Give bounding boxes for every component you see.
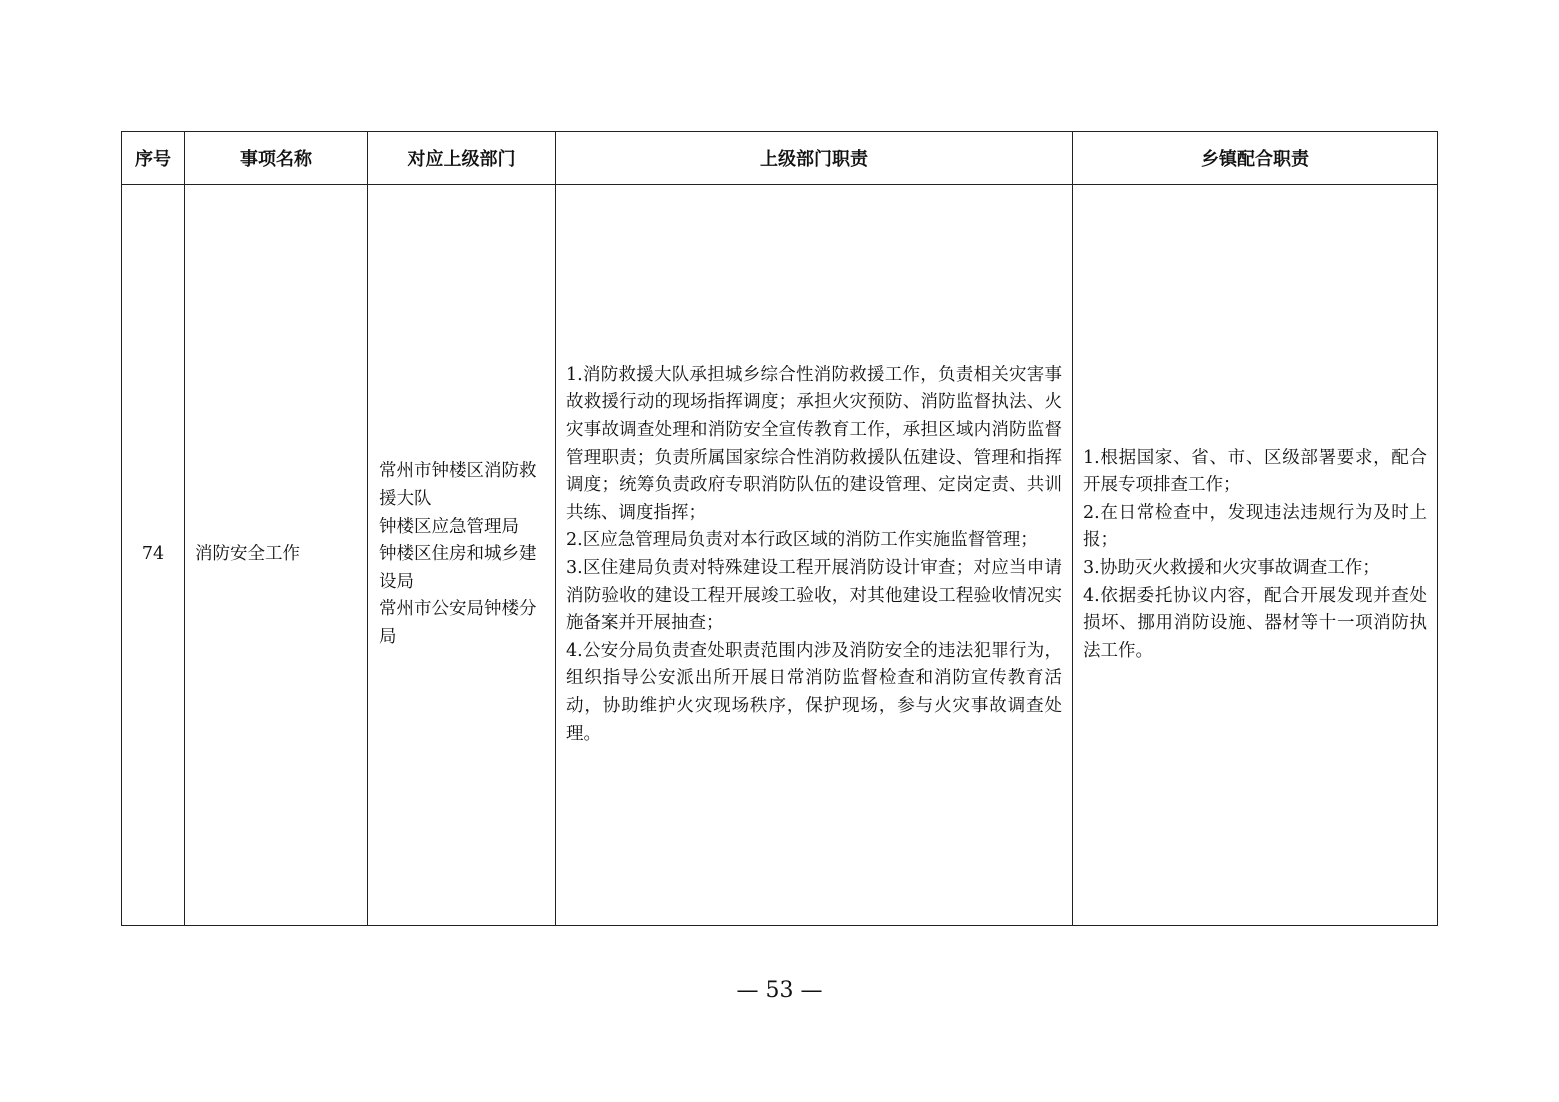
- header-superior-duty: 上级部门职责: [556, 132, 1073, 185]
- duty-paragraph: 4.公安分局负责查处职责范围内涉及消防安全的违法犯罪行为，组织指导公安派出所开展日常消防监督检查和消防宣传教育活动，协助维护火灾现场秩序，保护现场，参与火灾事故调查处理。: [566, 640, 1062, 744]
- header-index: 序号: [122, 132, 185, 185]
- row-index: 74: [122, 185, 185, 926]
- dept-line: 常州市钟楼区消防救援大队: [379, 461, 537, 510]
- dept-line: 常州市公安局钟楼分局: [379, 599, 537, 647]
- dept-line: 钟楼区住房和城乡建设局: [379, 544, 537, 592]
- dept-line: 钟楼区应急管理局: [379, 516, 519, 537]
- header-township-duty: 乡镇配合职责: [1073, 132, 1438, 185]
- township-paragraph: 1.根据国家、省、市、区级部署要求，配合开展专项排查工作；: [1083, 447, 1427, 496]
- header-item-name: 事项名称: [185, 132, 368, 185]
- duty-table: [121, 131, 1438, 926]
- duty-paragraph: 3.区住建局负责对特殊建设工程开展消防设计审查；对应当申请消防验收的建设工程开展竣工验收，对其他建设工程验收情况实施备案并开展抽查；: [566, 558, 1062, 634]
- township-paragraph: 2.在日常检查中，发现违法违规行为及时上报；: [1083, 502, 1427, 551]
- row-superior-duty: [556, 185, 1073, 926]
- row-township-duty: [1073, 185, 1438, 926]
- row-item-name: 消防安全工作: [185, 185, 368, 926]
- header-superior-dept: 对应上级部门: [368, 132, 556, 185]
- table-header-row: [122, 132, 1438, 185]
- page-number: — 53 —: [736, 978, 823, 1003]
- table-row: [122, 185, 1438, 926]
- township-paragraph: 3.协助灭火救援和火灾事故调查工作；: [1083, 558, 1380, 578]
- row-superior-dept: [368, 185, 556, 926]
- township-paragraph: 4.依据委托协议内容，配合开展发现并查处损坏、挪用消防设施、器材等十一项消防执法工作。: [1083, 585, 1427, 661]
- duty-paragraph: 1.消防救援大队承担城乡综合性消防救援工作，负责相关灾害事故救援行动的现场指挥调度；承担火灾预防、消防监督执法、火灾事故调查处理和消防安全宣传教育工作，承担区域内消防监督管理职责；负责所属国家综合性消防救援队伍建设、管理和指挥调度；统筹负责政府专职消防队伍的建设管理、定岗定责、共训共练、调度指挥；: [566, 364, 1062, 523]
- duty-paragraph: 2.区应急管理局负责对本行政区域的消防工作实施监督管理；: [566, 530, 1038, 551]
